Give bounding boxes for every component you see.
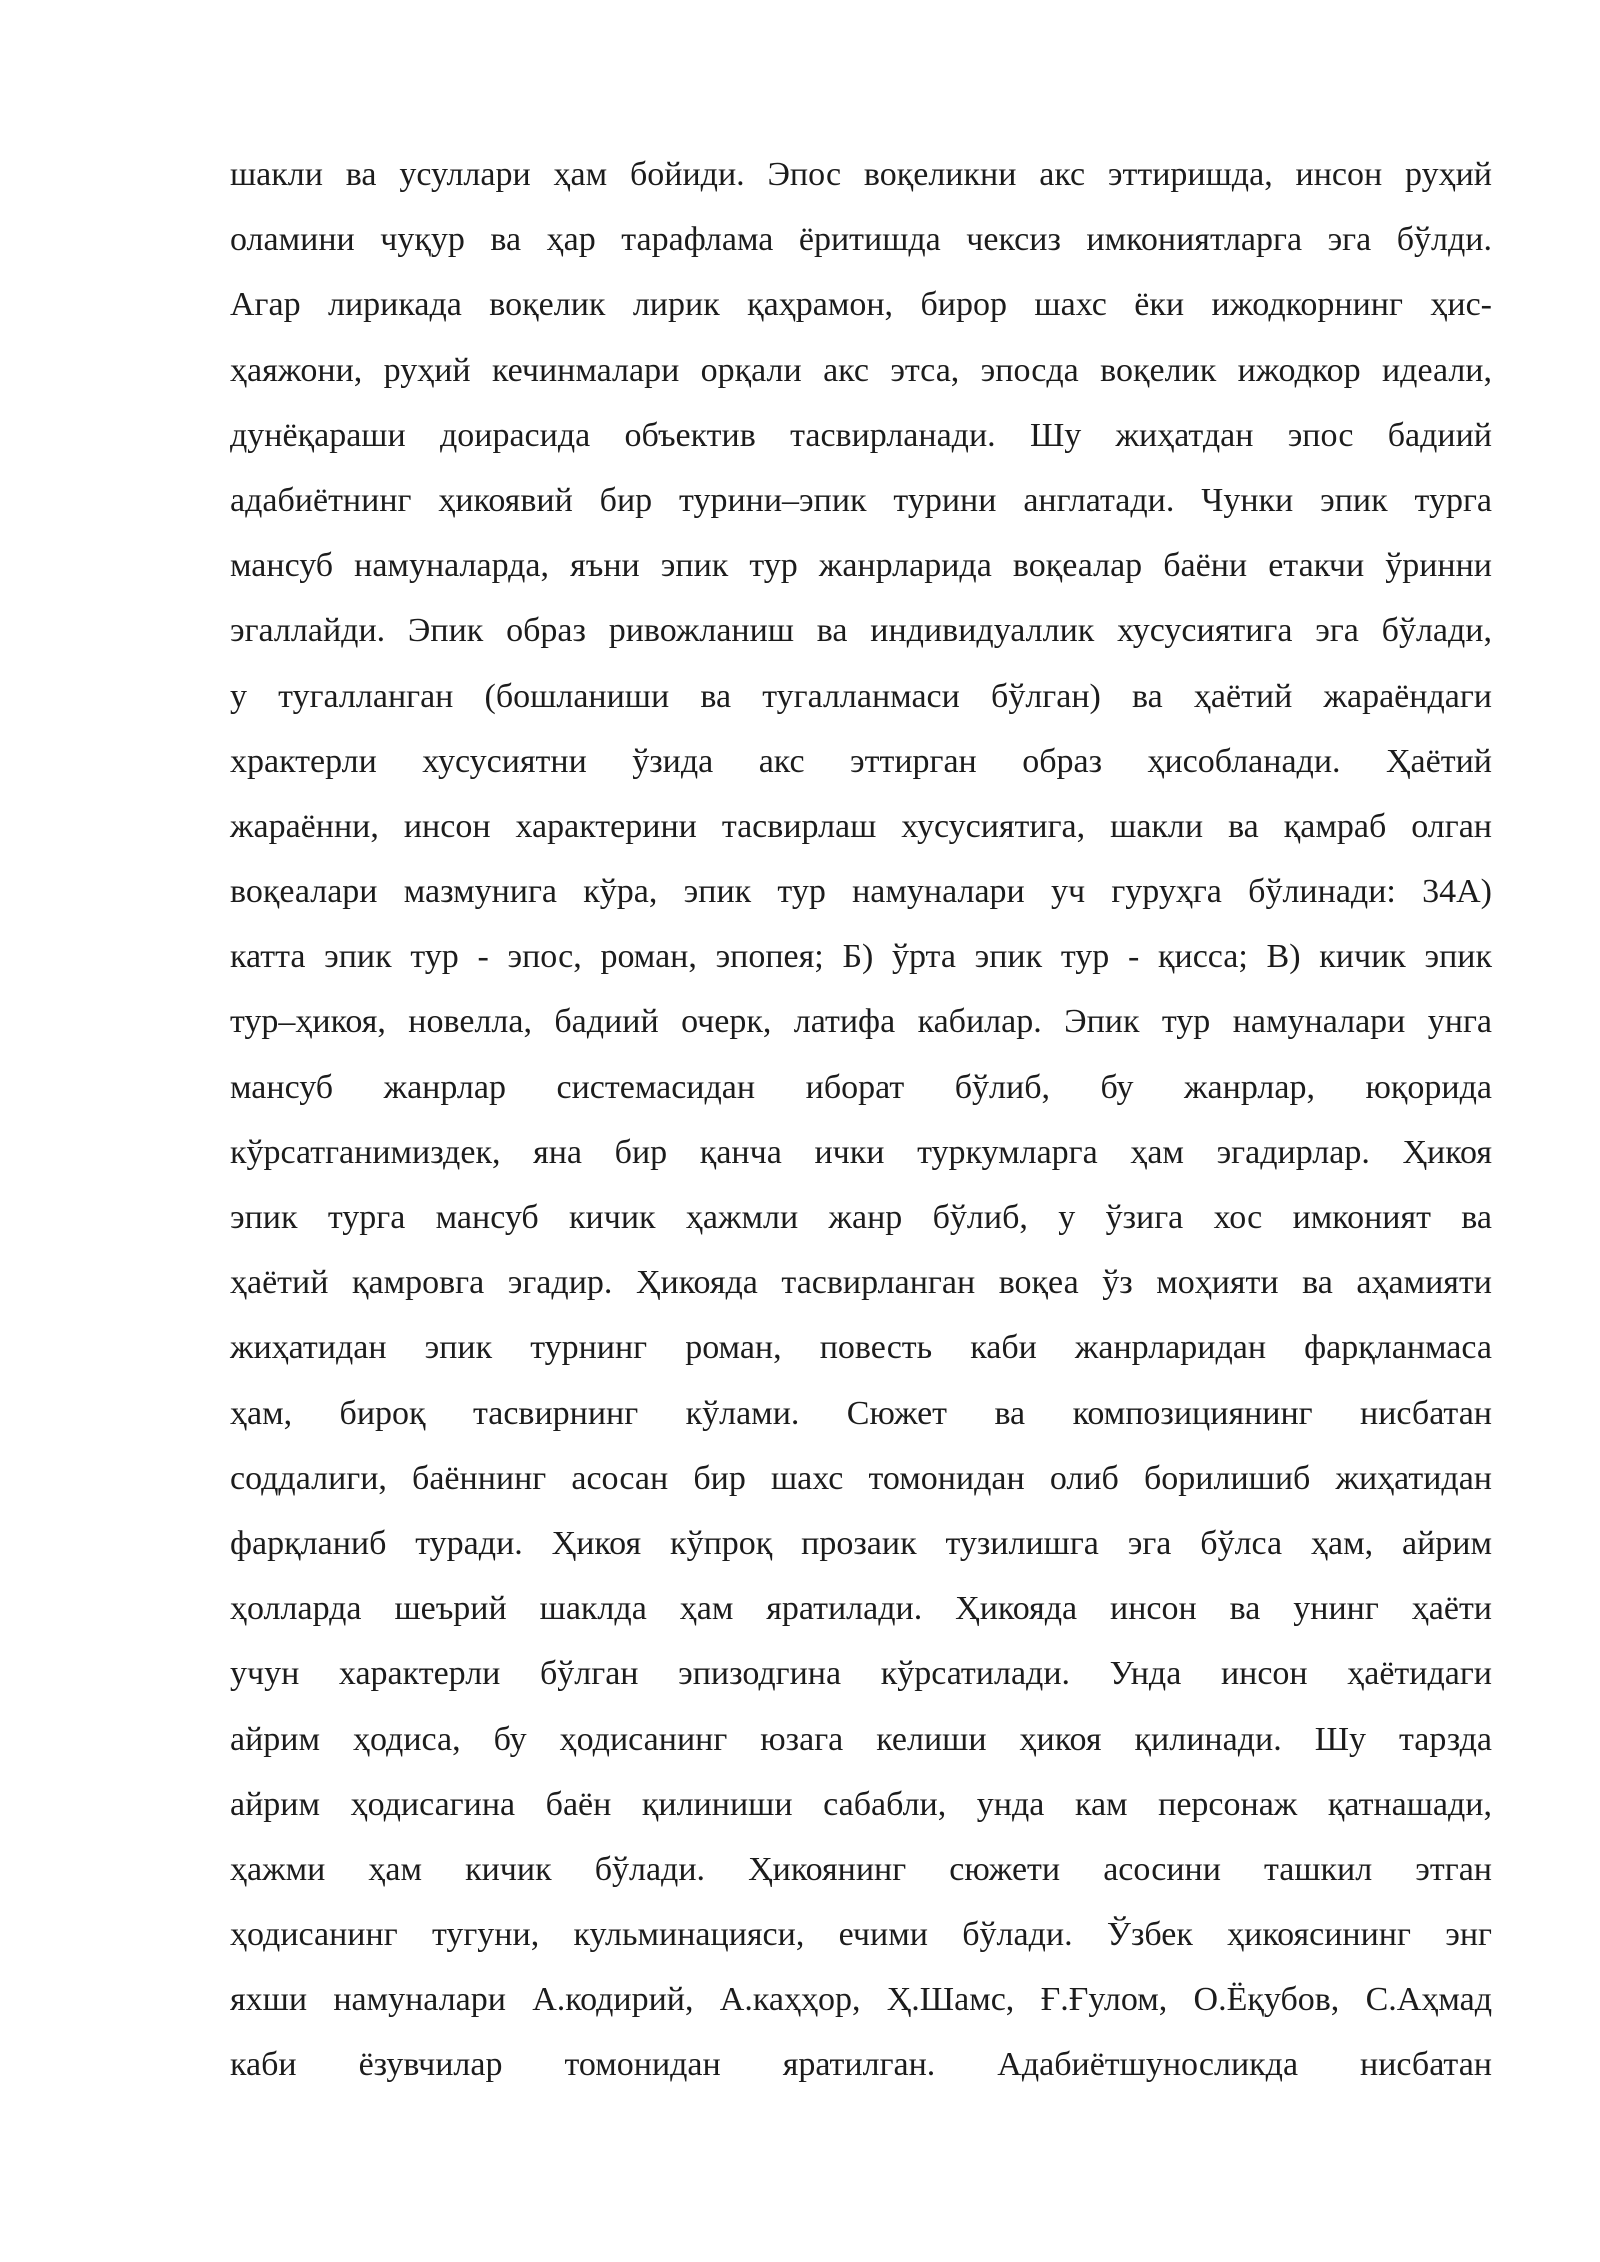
text-line-24: учун характерли бўлган эпизодгина кўрсатилади. Унда инсон ҳаётидаги — [230, 1655, 1492, 1693]
text-line-15: мансуб жанрлар системасидан иборат бўлиб, бу жанрлар, юқорида — [230, 1068, 1492, 1106]
text-line-8: эгаллайди. Эпик образ ривожланиш ва индивидуаллик хусусиятига эга бўлади, — [230, 612, 1492, 650]
text-line-25: айрим ҳодиса, бу ҳодисанинг юзага келиши ҳикоя қилинади. Шу тарзда — [230, 1720, 1492, 1758]
text-line-12: воқеалари мазмунига кўра, эпик тур намуналари уч гуруҳга бўлинади: 34А) — [230, 873, 1492, 911]
text-line-20: ҳам, бироқ тасвирнинг кўлами. Сюжет ва композициянинг нисбатан — [230, 1394, 1492, 1432]
text-line-18: ҳаётий қамровга эгадир. Ҳикояда тасвирланган воқеа ўз моҳияти ва аҳамияти — [230, 1264, 1492, 1302]
text-line-14: тур–ҳикоя, новелла, бадиий очерк, латифа кабилар. Эпик тур намуналари унга — [230, 1003, 1492, 1041]
text-line-21: соддалиги, баённинг асосан бир шахс томонидан олиб борилишиб жиҳатидан — [230, 1459, 1492, 1497]
text-line-7: мансуб намуналарда, яъни эпик тур жанрларида воқеалар баёни етакчи ўринни — [230, 547, 1492, 585]
text-line-4: ҳаяжони, руҳий кечинмалари орқали акс этса, эпосда воқелик ижодкор идеали, — [230, 351, 1492, 389]
text-line-17: эпик турга мансуб кичик ҳажмли жанр бўлиб, у ўзига хос имконият ва — [230, 1199, 1492, 1236]
text-line-13: катта эпик тур - эпос, роман, эпопея; Б) ўрта эпик тур - қисса; В) кичик эпик — [230, 938, 1492, 976]
body-text — [230, 150, 1492, 2106]
text-line-19: жиҳатидан эпик турнинг роман, повесть каби жанрларидан фарқланмаса — [230, 1329, 1492, 1367]
text-line-16: кўрсатганимиздек, яна бир қанча ички туркумларга ҳам эгадирлар. Ҳикоя — [230, 1133, 1492, 1171]
text-line-10: храктерли хусусиятни ўзида акс эттирган образ ҳисобланади. Ҳаётий — [230, 742, 1492, 780]
text-line-2: оламини чуқур ва ҳар тарафлама ёритишда чексиз имкониятларга эга бўлди. — [230, 221, 1492, 259]
text-line-29: яхши намуналари А.кодирий, А.каҳҳор, Ҳ.Шамс, Ғ.Ғулом, О.Ёқубов, С.Аҳмад — [230, 1981, 1492, 2019]
text-line-6: адабиётнинг ҳикоявий бир турини–эпик турини англатади. Чунки эпик турга — [230, 481, 1492, 519]
text-line-23: ҳолларда шеърий шаклда ҳам яратилади. Ҳикояда инсон ва унинг ҳаёти — [230, 1590, 1492, 1628]
text-line-27: ҳажми ҳам кичик бўлади. Ҳикоянинг сюжети асосини ташкил этган — [230, 1850, 1492, 1888]
text-line-22: фарқланиб туради. Ҳикоя кўпроқ прозаик тузилишга эга бўлса ҳам, айрим — [230, 1524, 1492, 1562]
text-line-28: ҳодисанинг тугуни, кульминацияси, ечими бўлади. Ўзбек ҳикоясининг энг — [230, 1916, 1492, 1954]
text-line-9: у тугалланган (бошланиши ва тугалланмаси бўлган) ва ҳаётий жараёндаги — [230, 677, 1492, 715]
text-line-11: жараённи, инсон характерини тасвирлаш хусусиятига, шакли ва қамраб олган — [230, 807, 1492, 845]
text-line-30: каби ёзувчилар томонидан яратилган. Адабиётшуносликда нисбатан — [230, 2046, 1492, 2084]
text-line-26: айрим ҳодисагина баён қилиниши сабабли, унда кам персонаж қатнашади, — [230, 1785, 1492, 1823]
text-line-3: Агар лирикада воқелик лирик қаҳрамон, бирор шахс ёки ижодкорнинг ҳис- — [230, 286, 1492, 324]
text-line-5: дунёқараши доирасида объектив тасвирланади. Шу жиҳатдан эпос бадиий — [230, 416, 1492, 454]
text-line-1: шакли ва усуллари ҳам бойиди. Эпос воқеликни акс эттиришда, инсон руҳий — [230, 156, 1492, 193]
